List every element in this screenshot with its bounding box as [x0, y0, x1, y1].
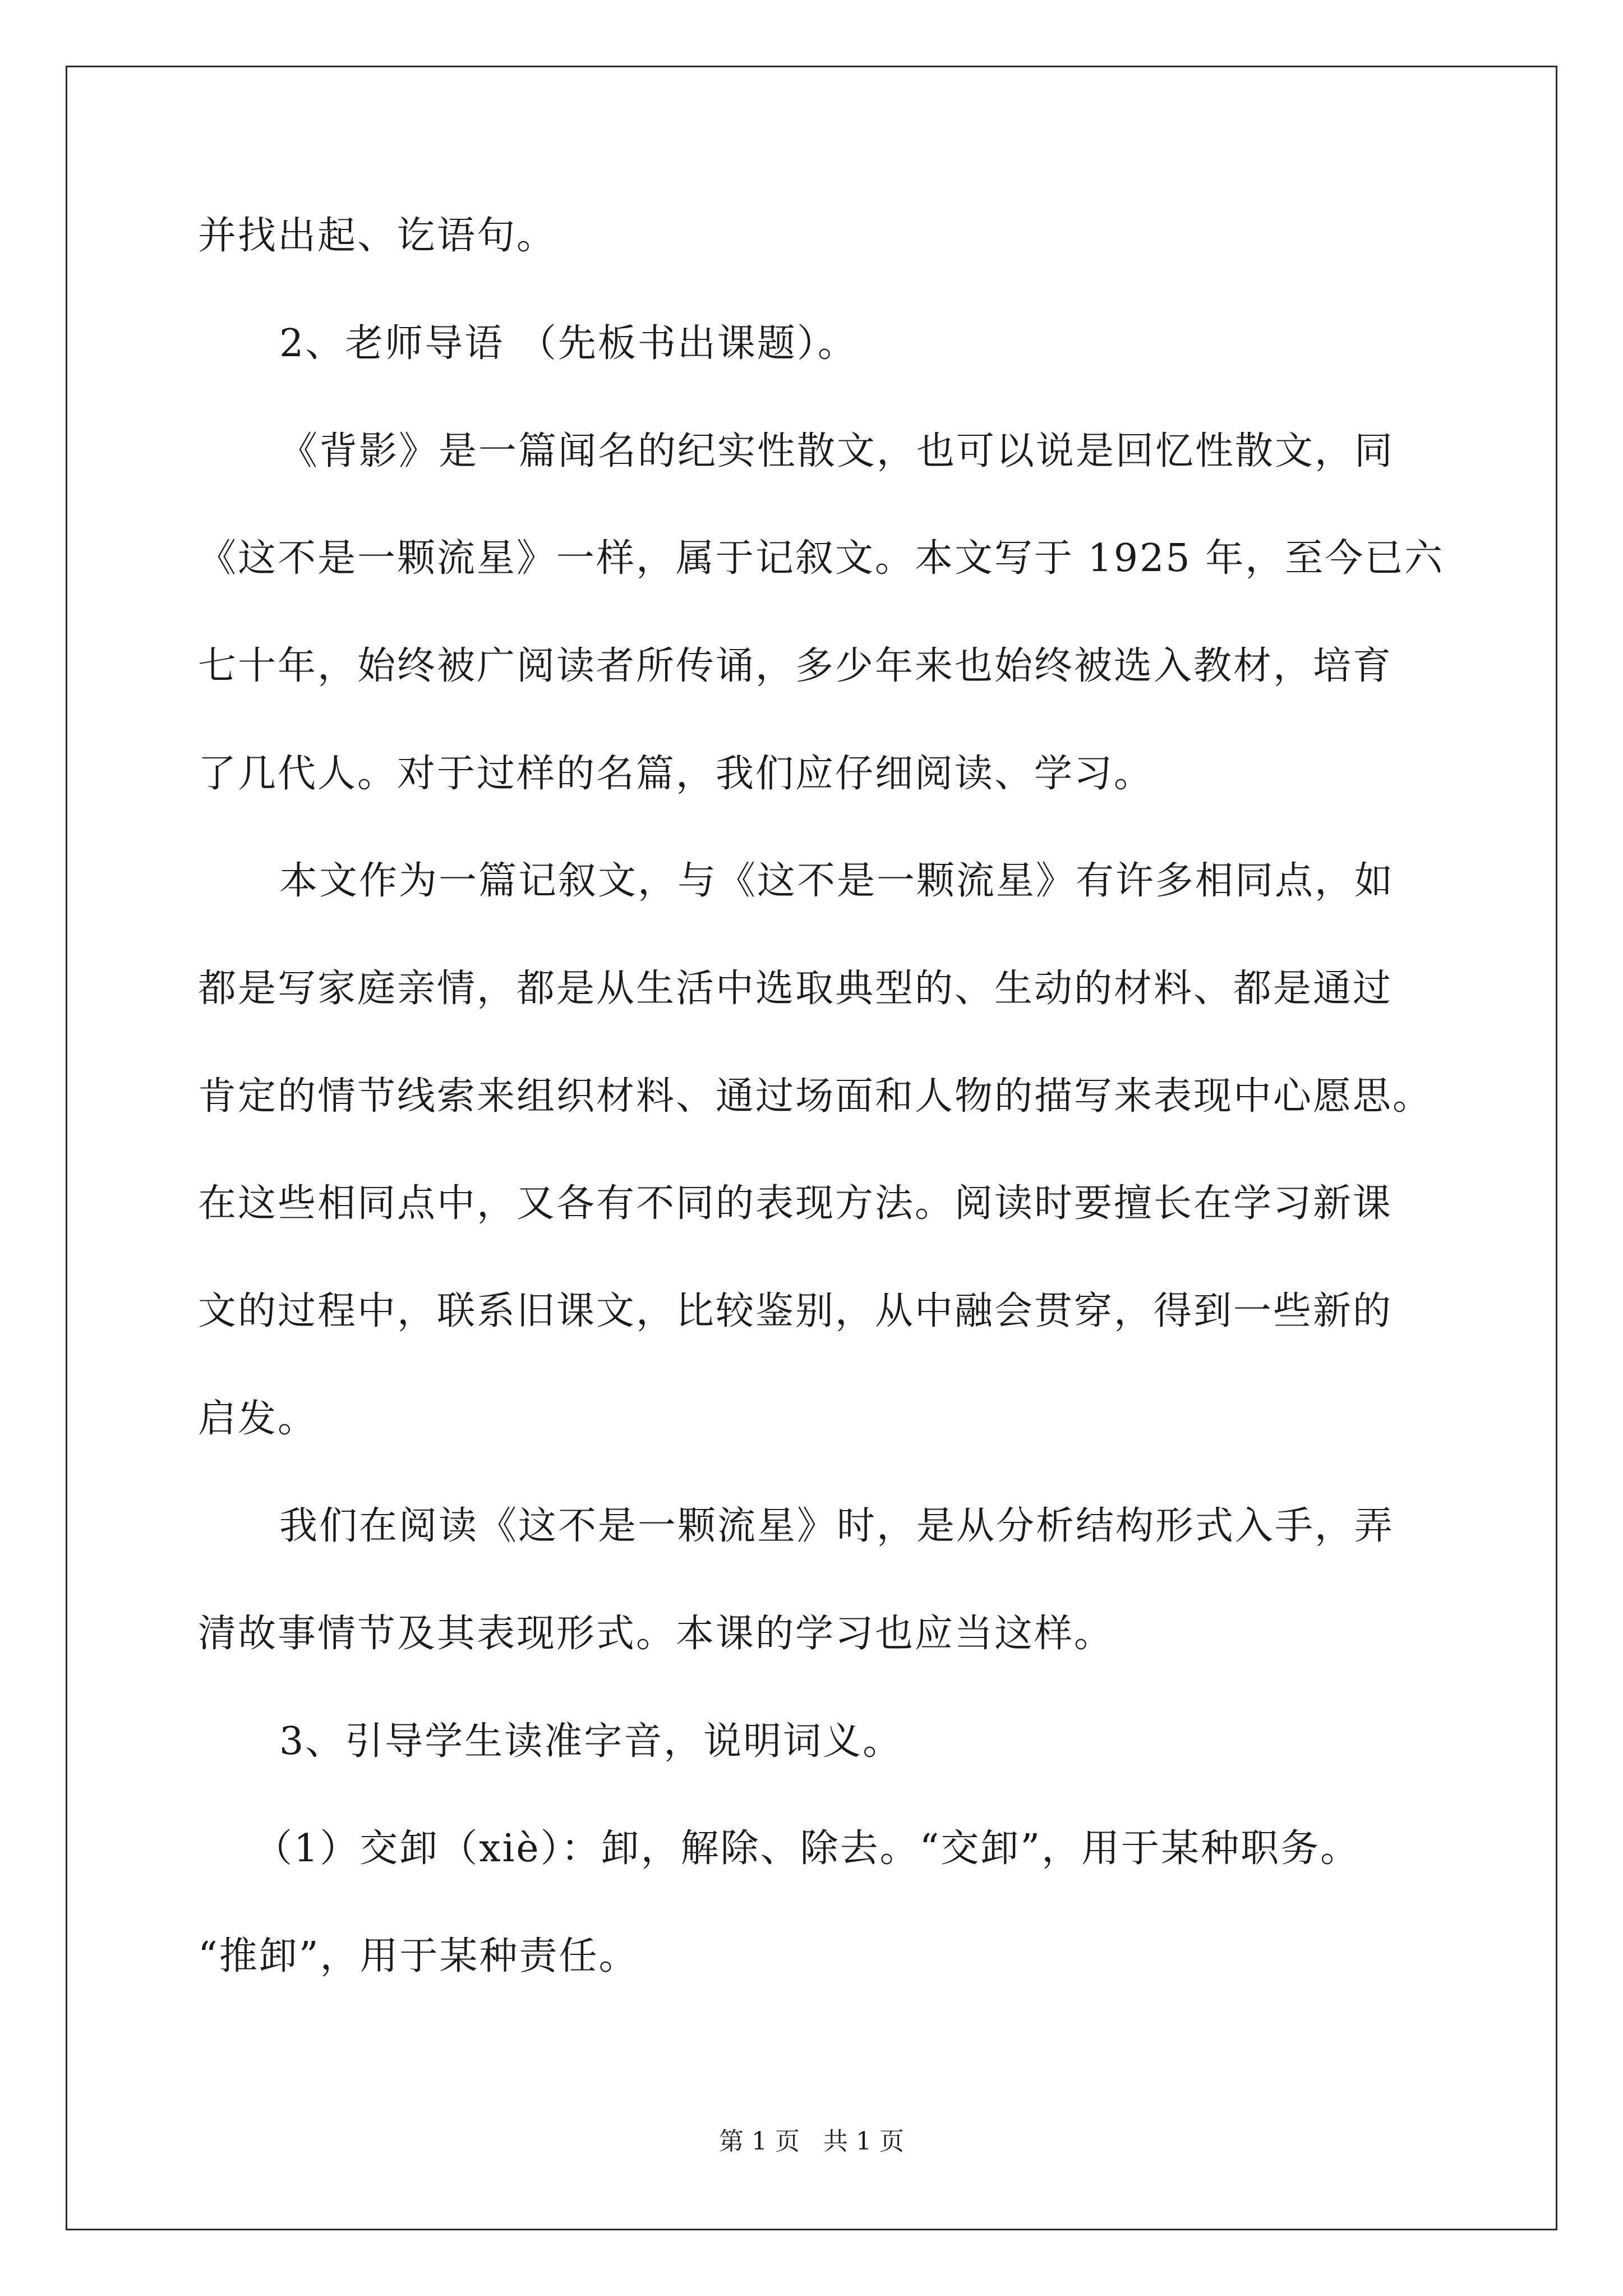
text-line: 我们在阅读《这不是一颗流星》时，是从分析结构形式入手，弄 [279, 1504, 1395, 1548]
page-frame [66, 66, 1557, 2230]
page-footer [0, 2125, 1623, 2159]
text-line: （1）交卸（xiè）：卸，解除、除去。“交卸”，用于某种职务。 [254, 1826, 1361, 1871]
text-line: “推卸”，用于某种责任。 [198, 1934, 639, 1978]
text-line: 2、老师导语 （先板书出课题）。 [279, 321, 857, 366]
text-line: 启发。 [198, 1397, 318, 1441]
page-number: 第 1 页 [719, 2127, 800, 2156]
text-line: 肯定的情节线索来组织材料、通过场面和人物的描写来表现中心愿思。 [198, 1074, 1433, 1119]
text-line: 《这不是一颗流星》一样，属于记叙文。本文写于 1925 年，至今已六 [198, 536, 1445, 581]
text-line: 清故事情节及其表现形式。本课的学习也应当这样。 [198, 1612, 1114, 1656]
text-line: 都是写家庭亲情，都是从生活中选取典型的、生动的材料、都是通过 [198, 967, 1393, 1011]
text-line: 文的过程中，联系旧课文，比较鉴别，从中融会贯穿，得到一些新的 [198, 1289, 1393, 1333]
text-line: 《背影》是一篇闻名的纪实性散文，也可以说是回忆性散文，同 [279, 429, 1395, 473]
text-line: 本文作为一篇记叙文，与《这不是一颗流星》有许多相同点，如 [279, 859, 1395, 903]
text-line: 七十年，始终被广阅读者所传诵，多少年来也始终被选入教材，培育 [198, 644, 1393, 688]
text-line: 在这些相同点中，又各有不同的表现方法。阅读时要擅长在学习新课 [198, 1181, 1393, 1226]
text-line: 并找出起、讫语句。 [198, 214, 557, 258]
text-line: 3、引导学生读准字音，说明词义。 [279, 1719, 903, 1764]
page-total: 共 1 页 [823, 2127, 904, 2156]
text-line: 了几代人。对于过样的名篇，我们应仔细阅读、学习。 [198, 752, 1154, 796]
